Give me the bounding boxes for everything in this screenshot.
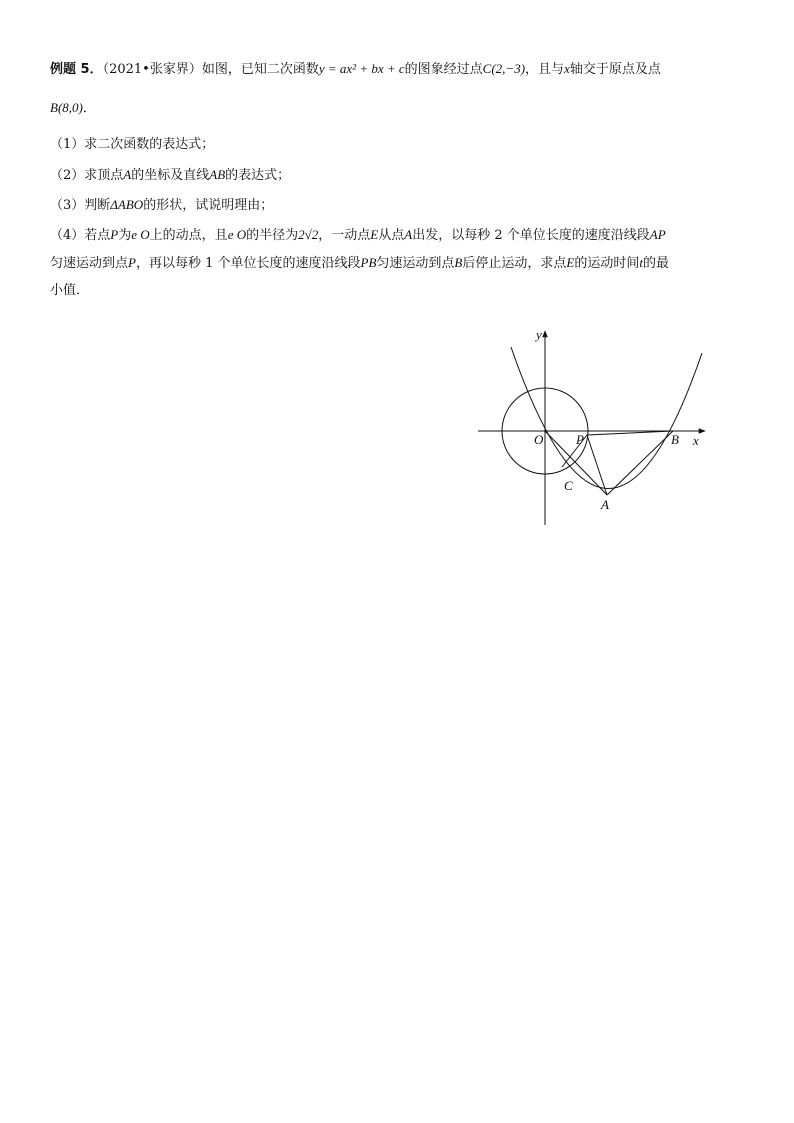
- q4-circle-o: e O: [131, 227, 150, 242]
- q4-radius: 2√2: [298, 227, 319, 242]
- q4-text-1: （4）若点: [50, 228, 111, 243]
- q4-l2-text-4: 后停止运动，求点: [462, 256, 567, 271]
- q2-text-1: （2）求顶点: [50, 168, 124, 183]
- q4-text-3: 上的动点，且: [149, 228, 228, 243]
- q3-text-2: 的形状，试说明理由；: [143, 198, 274, 213]
- q4-text-5: ，一动点: [318, 228, 371, 243]
- q4-l2-segment-pb: PB: [360, 255, 377, 270]
- q4-l2-text-3: 匀速运动到点: [376, 256, 455, 271]
- label-point-b: B: [671, 432, 679, 447]
- q3-text-1: （3）判断: [50, 198, 111, 213]
- question-4-line-2: [50, 252, 750, 274]
- segment-ab: [607, 431, 673, 495]
- problem-source: （2021•张家界）: [102, 62, 202, 77]
- q4-l2-text-2: ，再以每秒 1 个单位长度的速度沿线段: [135, 256, 361, 271]
- problem-heading: 例题 5．: [50, 62, 103, 77]
- question-4-line-3: 小值．: [50, 283, 90, 298]
- q4-text-7: 出发，以每秒 2 个单位长度的速度沿线段: [412, 228, 650, 243]
- segment-pa: [587, 435, 607, 495]
- q4-l2-text-1: 匀速运动到点: [50, 256, 129, 271]
- quadratic-equation: y = ax² + bx + c: [318, 61, 405, 76]
- intro-text-3: ，且与: [525, 62, 565, 77]
- label-point-p: P: [576, 432, 584, 447]
- q4-segment-ap: AP: [649, 227, 666, 242]
- q2-text-3: 的表达式；: [225, 168, 291, 183]
- q4-l2-point-p: P: [128, 255, 136, 270]
- intro-text-4: 轴交于原点及点: [569, 62, 661, 77]
- question-2: [50, 164, 750, 186]
- q4-l2-point-b: B: [454, 255, 463, 270]
- geometry-figure: [478, 327, 713, 527]
- q4-text-2: 为: [118, 228, 132, 243]
- label-origin: O: [534, 432, 544, 447]
- point-c: C(2,−3): [482, 61, 526, 76]
- q4-point-a: A: [404, 227, 413, 242]
- intro-text-2: 的图象经过点: [404, 62, 483, 77]
- question-1: （1）求二次函数的表达式；: [50, 137, 215, 152]
- q2-line-ab: AB: [209, 167, 226, 182]
- problem-intro-line: [50, 58, 750, 80]
- q4-point-p: P: [110, 227, 119, 242]
- problem-text: [50, 58, 750, 302]
- q4-point-e: E: [370, 227, 379, 242]
- q4-text-4: 的半径为: [246, 228, 299, 243]
- question-4-line-1: [50, 224, 750, 246]
- q4-text-6: 从点: [378, 228, 405, 243]
- q2-point-a: A: [123, 167, 132, 182]
- x-variable: x: [564, 61, 570, 76]
- question-3: [50, 194, 750, 216]
- q4-circle-o-2: e O: [227, 227, 247, 242]
- intro-end: ．: [82, 101, 96, 116]
- segment-pb: [587, 431, 673, 435]
- q4-l2-text-5: 的运动时间: [574, 256, 640, 271]
- parabola: [511, 347, 702, 489]
- label-point-c: C: [564, 478, 573, 493]
- label-y-axis: y: [536, 327, 542, 342]
- label-point-a: A: [601, 497, 609, 512]
- q2-text-2: 的坐标及直线: [131, 168, 210, 183]
- point-b: B(8,0): [50, 100, 83, 115]
- q4-l2-time-t: t: [639, 255, 643, 270]
- q4-l2-point-e: E: [566, 255, 575, 270]
- intro-text-1: 如图，已知二次函数: [201, 62, 319, 77]
- problem-intro-line-2: [50, 97, 750, 119]
- label-x-axis: x: [693, 433, 699, 448]
- q3-triangle: ΔABO: [110, 197, 144, 212]
- q4-l2-text-6: 的最: [642, 256, 669, 271]
